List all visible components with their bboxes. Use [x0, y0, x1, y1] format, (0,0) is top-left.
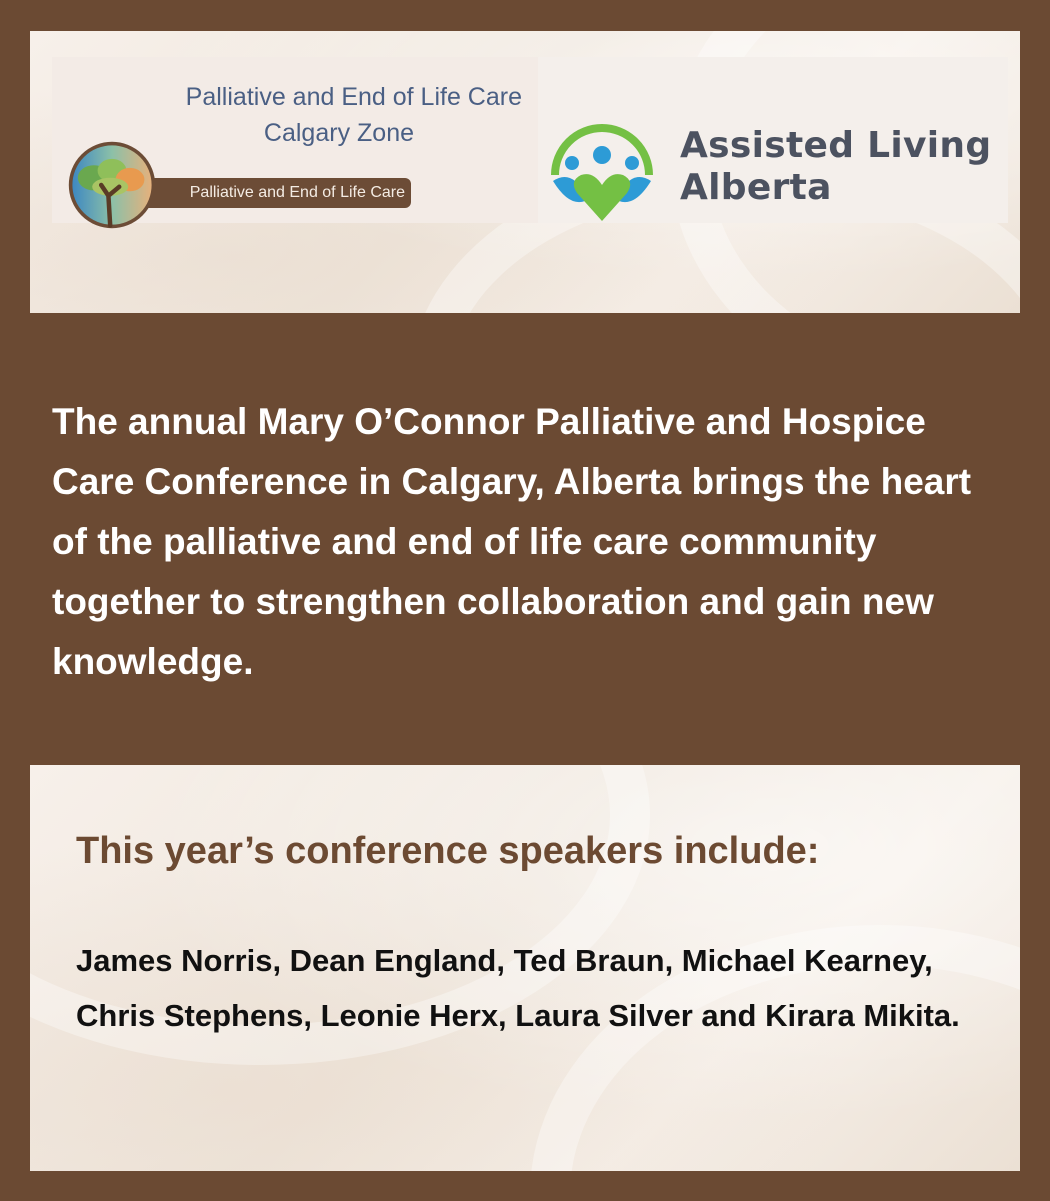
assisted-living-name [680, 125, 991, 209]
people-heart-icon [545, 115, 659, 227]
assisted-living-logo [538, 57, 1008, 223]
conference-intro: The annual Mary O’Connor Palliative and Hospice Care Conference in Calgary, Alberta brings the heart of the palliative and end of life care community together to strengthen collaboration and gain new knowledge. [52, 401, 972, 682]
assisted-living-name-line2: Alberta [680, 167, 832, 208]
palliative-logo-title-line1: Palliative and End of Life Care [185, 83, 522, 111]
logos-panel [30, 31, 1020, 313]
speakers-panel [30, 765, 1020, 1171]
palliative-logo-band: Palliative and End of Life Care [98, 178, 411, 208]
speakers-list: James Norris, Dean England, Ted Braun, Michael Kearney, Chris Stephens, Leonie Herx, Laura Silver and Kirara Mikita. [76, 943, 960, 1033]
palliative-care-logo [52, 57, 538, 223]
assisted-living-name-line1: Assisted Living [680, 125, 992, 166]
palliative-logo-title-line2: Calgary Zone [263, 119, 414, 147]
speakers-heading: This year’s conference speakers include: [76, 830, 820, 872]
tree-icon [67, 140, 157, 230]
